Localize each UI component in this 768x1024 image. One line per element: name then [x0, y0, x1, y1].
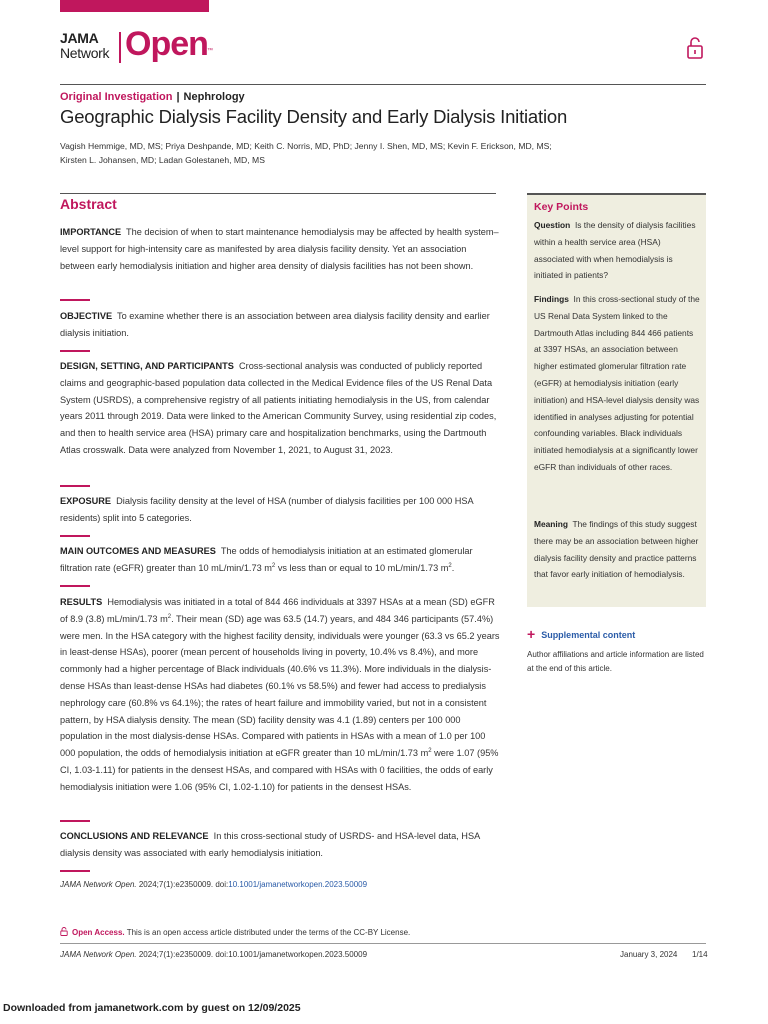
results-label: RESULTS — [60, 597, 103, 607]
citation-journal: JAMA Network Open. — [60, 880, 137, 889]
supplemental-label: Supplemental content — [541, 630, 636, 640]
abstract-importance — [60, 224, 500, 274]
key-points-heading: Key Points — [534, 201, 589, 213]
section-divider — [60, 535, 90, 537]
open-access-icon — [60, 927, 68, 936]
objective-label: OBJECTIVE — [60, 311, 113, 321]
conclusions-label: CONCLUSIONS AND RELEVANCE — [60, 831, 209, 841]
open-access-label[interactable]: Open Access. — [72, 928, 125, 937]
footer-rule — [60, 943, 706, 944]
meaning-label: Meaning — [534, 519, 568, 529]
open-access-text: This is an open access article distributed under the terms of the CC-BY License. — [124, 928, 411, 937]
superscript: 2 — [428, 748, 432, 755]
supplemental-content-link[interactable] — [527, 626, 635, 642]
superscript: 2 — [167, 613, 172, 620]
abstract-objective — [60, 308, 500, 342]
meaning-text: The findings of this study suggest there may be an association between higher dialysis facility density and practice patterns that favor early initiation of hemodialysis. — [534, 519, 699, 580]
article-title: Geographic Dialysis Facility Density and Early Dialysis Initiation — [60, 106, 568, 127]
abstract-rule — [60, 193, 496, 194]
section-divider — [60, 820, 90, 822]
abstract-conclusions — [60, 828, 500, 862]
doi-link[interactable]: 10.1001/jamanetworkopen.2023.50009 — [228, 880, 368, 889]
abstract-outcomes — [60, 543, 500, 577]
footer-date: January 3, 2024 — [620, 950, 678, 959]
conclusions-text: In this cross-sectional study of USRDS- and HSA-level data, HSA dialysis density was associated with early hemodialysis initiation. — [60, 831, 480, 858]
top-brand-bar — [60, 0, 209, 12]
plus-icon: + — [527, 626, 536, 642]
importance-label: IMPORTANCE — [60, 227, 122, 237]
exposure-label: EXPOSURE — [60, 496, 112, 506]
results-text-b: . Their mean (SD) age was 63.5 (14.7) years, and 484 346 participants (57.4%) were men. In the HSA category with the highest facility density, individuals were younger (63.3 vs 65.2 years in least-dense HSAs), poorer (mean percent of households living in poverty, 10.4% vs 8.4%), and more commonly had a higher percentage of Black individuals (40.6% vs 11.3%). More individuals in the dialysis-dense HSAs than least-dense HSAs had diabetes (60.1% vs 58.5%) and fewer had access to predialysis nephrology care (60.8% vs 64.1%); the rates of heart failure and immobility varied, but not in a consistent pattern, by HSA dialysis density. The mean (SD) facility density was 4.1 (1.89) centers per 100 000 population in the most dialysis-dense HSAs. Compared with patients in HSAs with a mean of 1.0 per 100 000 population, the odds of hemodialysis initiation at eGFR greater than 10 mL/min/1.73 m — [60, 613, 500, 759]
superscript: 2 — [271, 562, 276, 569]
design-label: DESIGN, SETTING, AND PARTICIPANTS — [60, 361, 234, 371]
results-text-c: were 1.07 (95% CI, 1.03-1.11) for patients in the densest HSAs, and compared with HSAs with 0 facilities, the odds of early hemodialysis initiation were 1.06 (95% CI, 1.02-1.10) for patients in the densest HSAs. — [60, 748, 499, 792]
footer-ref: 2024;7(1):e2350009. doi:10.1001/jamanetworkopen.2023.50009 — [136, 950, 368, 959]
outcomes-text-c: . — [451, 562, 455, 573]
section-divider — [60, 299, 90, 301]
abstract-design — [60, 358, 500, 459]
exposure-text: Dialysis facility density at the level of HSA (number of dialysis facilities per 100 000 HSA residents) split into 5 categories. — [60, 496, 474, 523]
objective-text: To examine whether there is an association between area dialysis facility density and earlier dialysis initiation. — [60, 311, 490, 338]
abstract-exposure — [60, 493, 500, 527]
logo-divider — [119, 32, 121, 63]
affiliations-note: Author affiliations and article information are listed at the end of this article. — [527, 650, 704, 673]
key-points-question — [534, 217, 702, 284]
footer-page-number: 1/14 — [692, 950, 708, 959]
kicker-separator: | — [176, 91, 180, 103]
results-text-a: Hemodialysis was initiated in a total of 844 466 individuals at 3397 HSAs at a mean (SD) eGFR of 8.9 (3.8) mL/min/1.73 m — [60, 597, 495, 624]
section-divider — [60, 585, 90, 587]
authors-line-2: Kirsten L. Johansen, MD; Ladan Golestaneh, MD, MS — [60, 155, 265, 165]
key-points-findings — [534, 291, 702, 476]
findings-text: In this cross-sectional study of the US Renal Data System linked to the Dartmouth Atlas including 844 466 patients at 3397 HSAs, an association between higher estimated glomerular filtration rate (eGFR) at hemodialysis initiation (early initiation) and HSA-level dialysis density was identified in analyses adjusting for potential confounding variables. Black individuals initiated hemodialysis at a significantly lower eGFR than individuals of other races. — [534, 294, 700, 472]
importance-text: The decision of when to start maintenance hemodialysis may be affected by health system–level support for high-intensity care as manifested by area dialysis facility density. Yet an association between early hemodialysis initiation and higher area density of dialysis facilities has not been shown. — [60, 227, 499, 271]
question-label: Question — [534, 220, 571, 230]
superscript: 2 — [448, 562, 452, 569]
logo-open-text: Open — [125, 25, 208, 63]
header-rule — [60, 84, 706, 85]
logo-trademark: ™ — [207, 48, 213, 54]
citation-ref: 2024;7(1):e2350009. doi: — [136, 880, 229, 889]
question-text: Is the density of dialysis facilities within a health service area (HSA) associated with when hemodialysis is initiated in patients? — [534, 220, 696, 281]
abstract-heading: Abstract — [60, 196, 117, 212]
abstract-results — [60, 594, 500, 796]
findings-label: Findings — [534, 294, 569, 304]
download-note: Downloaded from jamanetwork.com by guest on 12/09/2025 — [3, 1002, 301, 1014]
section-divider — [60, 350, 90, 352]
authors-line-1: Vagish Hemmige, MD, MS; Priya Deshpande, MD; Keith C. Norris, MD, PhD; Jenny I. Shen, MD, MS; Kevin F. Erickson, MD, MS; — [60, 141, 552, 151]
logo-jama-text: JAMA — [60, 30, 99, 46]
footer-journal: JAMA Network Open. — [60, 950, 137, 959]
unlocked-padlock-icon[interactable] — [686, 36, 704, 60]
article-section: Nephrology — [183, 91, 245, 103]
logo-network-text: Network — [60, 45, 110, 61]
article-citation — [60, 880, 367, 889]
author-list — [60, 139, 560, 167]
article-type: Original Investigation — [60, 91, 173, 103]
key-points-meaning — [534, 516, 702, 583]
outcomes-label: MAIN OUTCOMES AND MEASURES — [60, 546, 216, 556]
outcomes-text-b: vs less than or equal to 10 mL/min/1.73 m — [275, 562, 449, 573]
design-text: Cross-sectional analysis was conducted of publicly reported claims and geographic-based population data collected in the Medical Evidence files of the US Renal Data System (USRDS), a comprehensive registry of all patients initiating hemodialysis in the US, from calendar years 2011 through 2019. Data were linked to the American Community Survey, using residential zip codes, and then to health service area (HSA) primary care and hospitalization benchmarks, using the Dartmouth Atlas crosswalk. Data were analyzed from November 1, 2021, to August 31, 2023. — [60, 361, 497, 455]
outcomes-text-a: The odds of hemodialysis initiation at an estimated glomerular filtration rate (eGFR) greater than 10 mL/min/1.73 m — [60, 546, 473, 573]
section-divider — [60, 485, 90, 487]
footer-citation — [60, 950, 367, 959]
section-divider — [60, 870, 90, 872]
key-points-rule — [527, 193, 706, 195]
open-access-note — [60, 927, 410, 937]
article-kicker — [60, 91, 245, 103]
